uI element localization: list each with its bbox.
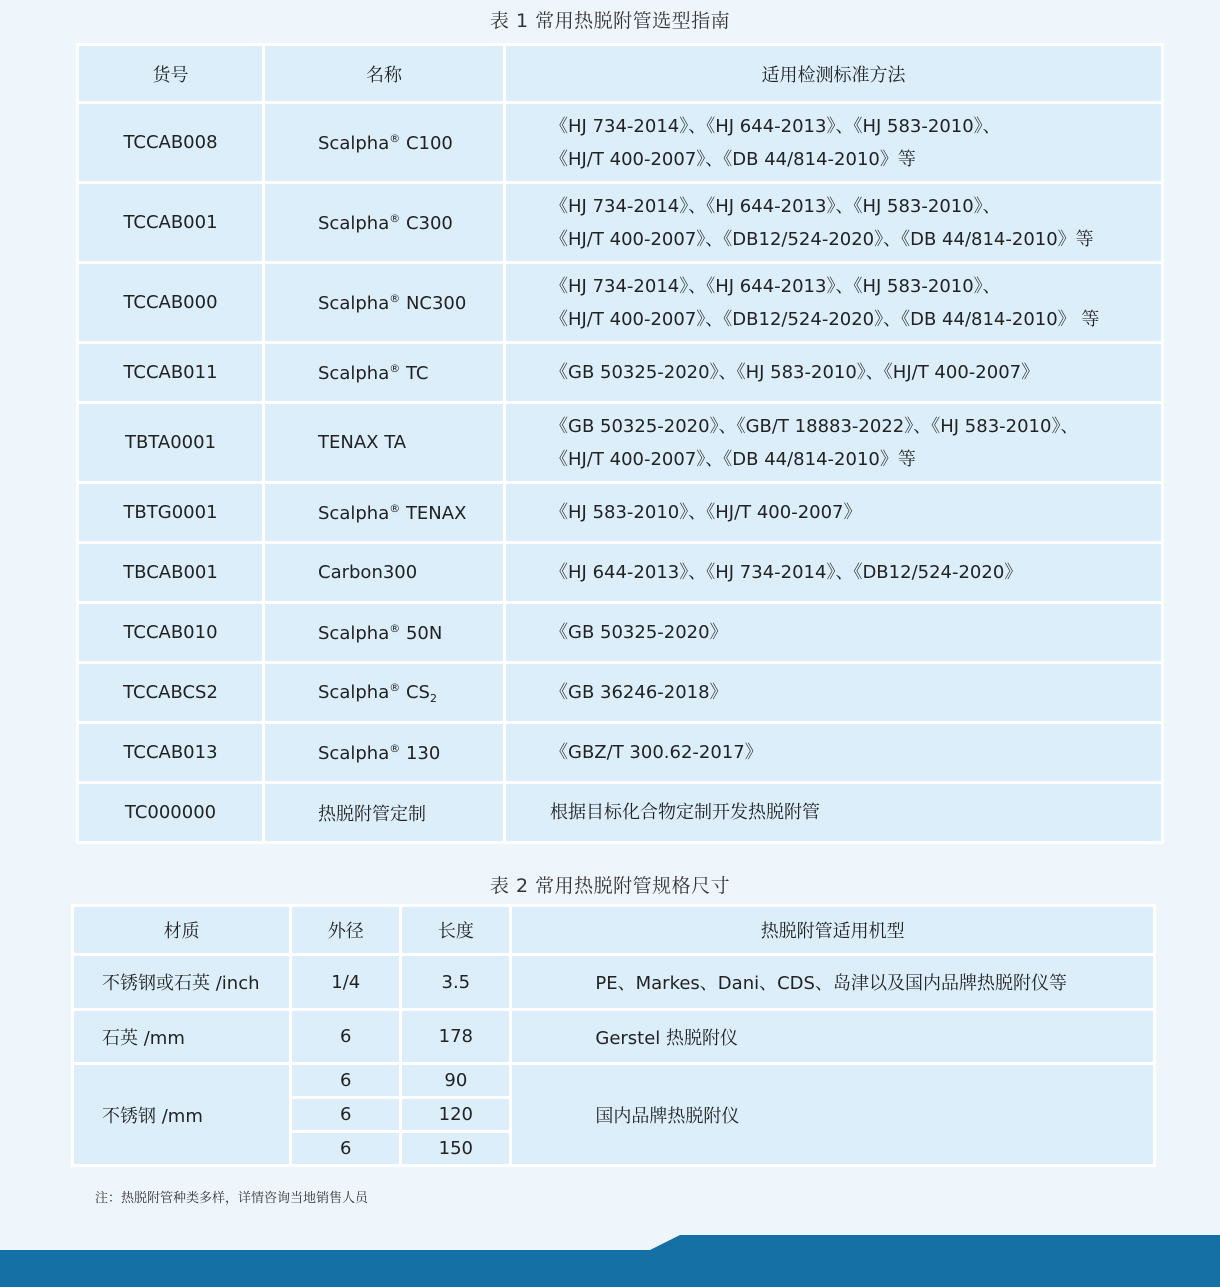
- table-row: [79, 724, 1161, 781]
- registered-mark: ®: [389, 621, 401, 635]
- compatible-model-cell: Gerstel 热脱附仪: [512, 1011, 1153, 1062]
- standard-method-line: 《HJ/T 400-2007》、《DB12/524-2020》、《DB 44/814-2010》等: [550, 228, 1094, 250]
- table-header-row: [79, 46, 1161, 101]
- product-brand: Scalpha: [318, 502, 390, 524]
- material-cell: 不锈钢 /mm: [74, 1065, 289, 1164]
- product-name-cell: [265, 664, 503, 721]
- length-cell: 90: [402, 1065, 509, 1096]
- standard-methods-cell: [506, 184, 1161, 261]
- product-name-cell: [265, 544, 503, 601]
- product-brand: Carbon300: [318, 562, 418, 583]
- table-row: [74, 1011, 1153, 1062]
- product-model: C300: [400, 212, 453, 234]
- standard-methods-cell: [506, 104, 1161, 181]
- product-brand: Scalpha: [318, 362, 390, 384]
- header-material: 材质: [74, 907, 289, 953]
- product-code-cell: TCCABCS2: [79, 664, 262, 721]
- length-cell: 150: [402, 1133, 509, 1164]
- compatible-model-cell: PE、Markes、Dani、CDS、岛津以及国内品牌热脱附仪等: [512, 956, 1153, 1008]
- table-header-row: [74, 907, 1153, 953]
- outer-diameter-cell: 6: [292, 1133, 399, 1164]
- product-model-subscript: 2: [429, 691, 437, 705]
- header-length: 长度: [402, 907, 509, 953]
- table-row: [74, 1065, 1153, 1096]
- product-code-cell: TCCAB000: [79, 264, 262, 341]
- standard-methods-cell: [506, 724, 1161, 781]
- standard-methods-cell: [506, 664, 1161, 721]
- product-model: CS: [400, 681, 430, 703]
- table-row: [79, 484, 1161, 541]
- footer-band-dark: [0, 1235, 1220, 1287]
- standard-method-line: 《HJ 583-2010》、《HJ/T 400-2007》: [550, 502, 862, 523]
- product-name-cell: [265, 344, 503, 401]
- standard-methods-cell: [506, 784, 1161, 841]
- outer-diameter-cell: 6: [292, 1011, 399, 1062]
- product-name-cell: [265, 404, 503, 481]
- product-name-cell: [265, 784, 503, 841]
- product-model: NC300: [400, 292, 467, 314]
- standard-method-line: 《HJ/T 400-2007》、《DB12/524-2020》、《DB 44/814-2010》 等: [550, 308, 1100, 330]
- length-cell: 3.5: [402, 956, 509, 1008]
- header-outer-diameter: 外径: [292, 907, 399, 953]
- standard-method-line: 《HJ 734-2014》、《HJ 644-2013》、《HJ 583-2010》、: [550, 115, 1001, 137]
- table2-caption: 表 2 常用热脱附管规格尺寸: [489, 875, 731, 897]
- standard-method-line: 《GB 50325-2020》、《HJ 583-2010》、《HJ/T 400-2007》: [550, 362, 1040, 383]
- outer-diameter-cell: 6: [292, 1065, 399, 1096]
- product-brand: 热脱附管定制: [318, 803, 426, 825]
- product-name-cell: [265, 724, 503, 781]
- standard-methods-cell: [506, 264, 1161, 341]
- table-row: [79, 544, 1161, 601]
- product-code-cell: TBTA0001: [79, 404, 262, 481]
- compatible-model-cell: 国内品牌热脱附仪: [512, 1065, 1153, 1164]
- material-cell: 不锈钢或石英 /inch: [74, 956, 289, 1008]
- standard-method-line: 《HJ 734-2014》、《HJ 644-2013》、《HJ 583-2010》、: [550, 195, 1001, 217]
- spec-size-table: [71, 904, 1156, 1167]
- standard-method-line: 根据目标化合物定制开发热脱附管: [550, 802, 820, 823]
- registered-mark: ®: [389, 680, 401, 694]
- registered-mark: ®: [389, 211, 401, 225]
- product-name-cell: [265, 104, 503, 181]
- footnote: 注：热脱附管种类多样，详情咨询当地销售人员: [95, 1191, 369, 1206]
- registered-mark: ®: [389, 361, 401, 375]
- product-brand: Scalpha: [318, 212, 390, 234]
- outer-diameter-cell: 1/4: [292, 956, 399, 1008]
- registered-mark: ®: [389, 131, 401, 145]
- product-code-cell: TCCAB008: [79, 104, 262, 181]
- table-row: [79, 104, 1161, 181]
- standard-method-line: 《GBZ/T 300.62-2017》: [550, 742, 763, 763]
- outer-diameter-cell: 6: [292, 1099, 399, 1130]
- product-code-cell: TBCAB001: [79, 544, 262, 601]
- table-row: [79, 404, 1161, 481]
- product-name-cell: [265, 604, 503, 661]
- product-name-cell: [265, 184, 503, 261]
- header-method: 适用检测标准方法: [506, 46, 1161, 101]
- product-code-cell: TBTG0001: [79, 484, 262, 541]
- product-brand: Scalpha: [318, 132, 390, 154]
- table-row: [79, 344, 1161, 401]
- standard-method-line: 《GB 36246-2018》: [550, 682, 728, 703]
- table-row: [79, 264, 1161, 341]
- length-cell: 178: [402, 1011, 509, 1062]
- product-name-cell: [265, 264, 503, 341]
- product-brand: Scalpha: [318, 622, 390, 644]
- material-cell: 石英 /mm: [74, 1011, 289, 1062]
- header-code: 货号: [79, 46, 262, 101]
- product-code-cell: TCCAB010: [79, 604, 262, 661]
- registered-mark: ®: [389, 291, 401, 305]
- table-row: [79, 784, 1161, 841]
- length-cell: 120: [402, 1099, 509, 1130]
- product-model: 50N: [400, 622, 443, 644]
- header-compatible-model: 热脱附管适用机型: [512, 907, 1153, 953]
- product-model: TC: [400, 362, 429, 384]
- table1-caption: 表 1 常用热脱附管选型指南: [489, 10, 731, 32]
- table-row: [79, 604, 1161, 661]
- table-row: [79, 664, 1161, 721]
- product-brand: Scalpha: [318, 742, 390, 764]
- registered-mark: ®: [389, 741, 401, 755]
- standard-methods-cell: [506, 544, 1161, 601]
- standard-method-line: 《GB 50325-2020》: [550, 622, 728, 643]
- product-model: C100: [400, 132, 453, 154]
- standard-method-line: 《HJ/T 400-2007》、《DB 44/814-2010》等: [550, 148, 916, 170]
- table-row: [74, 956, 1153, 1008]
- product-brand: TENAX TA: [318, 432, 407, 453]
- standard-method-line: 《GB 50325-2020》、《GB/T 18883-2022》、《HJ 583-2010》、: [550, 415, 1079, 437]
- standard-methods-cell: [506, 484, 1161, 541]
- product-brand: Scalpha: [318, 292, 390, 314]
- product-name-cell: [265, 484, 503, 541]
- standard-method-line: 《HJ 644-2013》、《HJ 734-2014》、《DB12/524-2020》: [550, 562, 1023, 583]
- footer-band: [0, 1235, 1220, 1287]
- product-model: TENAX: [400, 502, 467, 524]
- product-brand: Scalpha: [318, 681, 390, 703]
- product-code-cell: TCCAB011: [79, 344, 262, 401]
- standard-method-line: 《HJ 734-2014》、《HJ 644-2013》、《HJ 583-2010》、: [550, 275, 1001, 297]
- standard-methods-cell: [506, 344, 1161, 401]
- standard-method-line: 《HJ/T 400-2007》、《DB 44/814-2010》等: [550, 448, 916, 470]
- standard-methods-cell: [506, 604, 1161, 661]
- product-code-cell: TC000000: [79, 784, 262, 841]
- registered-mark: ®: [389, 501, 401, 515]
- standard-methods-cell: [506, 404, 1161, 481]
- product-model: 130: [400, 742, 441, 764]
- selection-guide-table: [76, 43, 1164, 844]
- header-name: 名称: [265, 46, 503, 101]
- table-row: [79, 184, 1161, 261]
- product-code-cell: TCCAB001: [79, 184, 262, 261]
- product-code-cell: TCCAB013: [79, 724, 262, 781]
